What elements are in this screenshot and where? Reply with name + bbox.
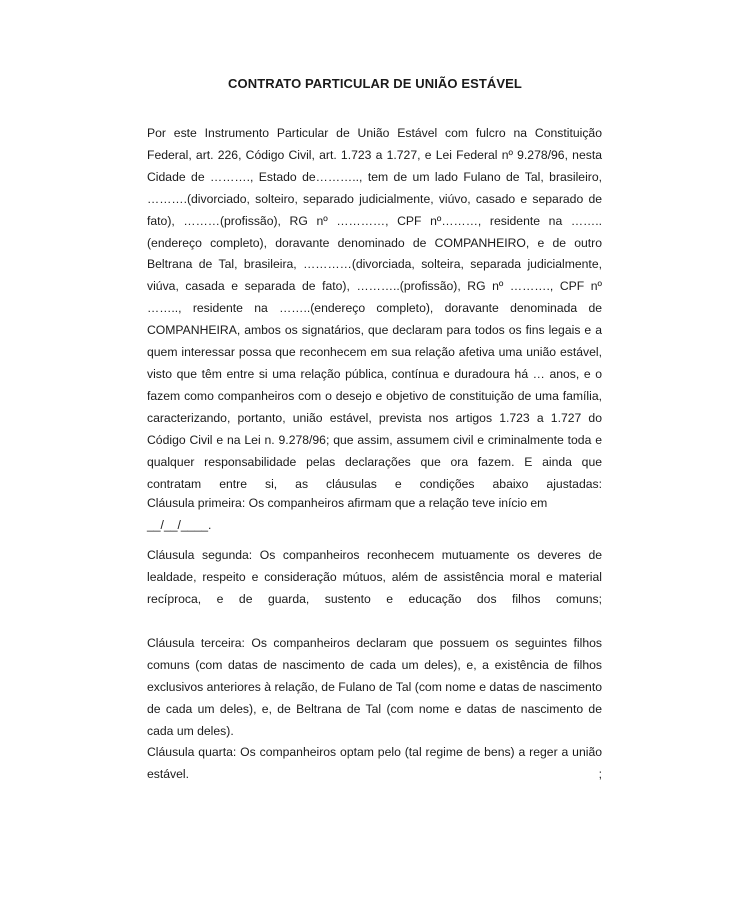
clause-fourth: Cláusula quarta: Os companheiros optam pelo (tal regime de bens) a reger a união estável. ; <box>147 745 602 781</box>
clause-first: Cláusula primeira: Os companheiros afirmam que a relação teve início em __/__/____. <box>147 496 548 532</box>
clause-second: Cláusula segunda: Os companheiros reconhecem mutuamente os deveres de lealdade, respeito e consideração mútuos, além de assistência moral e material recíproca, e de guarda, sustento e educação dos filhos comuns; <box>147 548 602 606</box>
clause-third: Cláusula terceira: Os companheiros declaram que possuem os seguintes filhos comuns (com datas de nascimento de cada um deles), e, a existência de filhos exclusivos anteriores à relação, de Fulano de Tal (com nome e datas de nascimento de cada um deles), e, de Beltrana de Tal (com nome e datas de nascimento de cada um deles). <box>147 636 602 738</box>
intro-paragraph: Por este Instrumento Particular de União Estável com fulcro na Constituição Federal, art. 226, Código Civil, art. 1.723 a 1.727, e Lei Federal nº 9.278/96, nesta Cidade de ………., Estado de……….., tem de um lado Fulano de Tal, brasileiro, ……….(divorciado, solteiro, separado judicialmente, viúvo, casado e separado de fato), ………(profissão), RG nº …………, CPF nº………, residente na ……..(endereço completo), doravante denominado de COMPANHEIRO, e de outro Beltrana de Tal, brasileira, …………(divorciada, solteira, separada judicialmente, viúva, casada e separada de fato), ………..(profissão), RG nº ………., CPF nº …….., residente na ……..(endereço completo), doravante denominada de COMPANHEIRA, ambos os signatários, que declaram para todos os fins legais e a quem interessar possa que reconhecem em sua relação afetiva uma união estável, visto que têm entre si uma relação pública, contínua e duradoura há … anos, e o fazem como companheiros com o desejo e objetivo de constituição de uma família, caracterizando, portanto, união estável, prevista nos artigos 1.723 a 1.727 do Código Civil e na Lei n. 9.278/96; que assim, assumem civil e criminalmente toda e qualquer responsabilidade pelas declarações que ora fazem. E ainda que contratam entre si, as cláusulas e condições abaixo ajustadas: <box>147 126 602 491</box>
document-title: CONTRATO PARTICULAR DE UNIÃO ESTÁVEL <box>228 76 522 91</box>
